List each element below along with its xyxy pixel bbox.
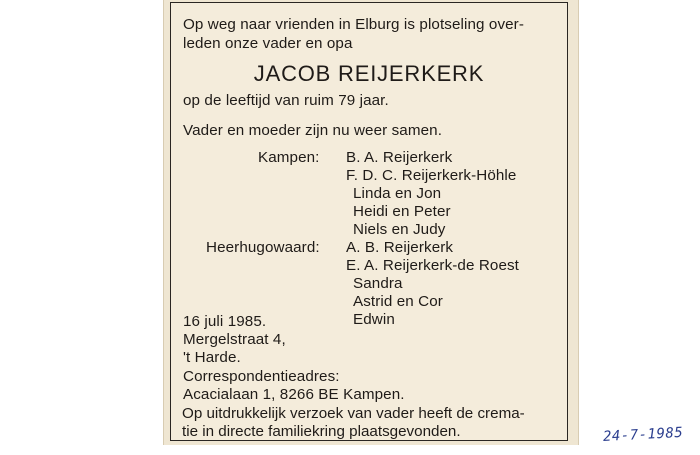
closing-line-2: tie in directe familiekring plaatsgevonden.: [182, 423, 461, 440]
family-member: Linda en Jon: [353, 185, 442, 202]
together-line: Vader en moeder zijn nu weer samen.: [183, 122, 443, 139]
obituary-notice: [170, 2, 568, 441]
family-member: Astrid en Cor: [353, 293, 443, 310]
family-member: Sandra: [353, 275, 403, 292]
family-place-kampen: Kampen:: [258, 149, 320, 166]
family-member: A. B. Reijerkerk: [346, 239, 454, 256]
address-town: 't Harde.: [183, 349, 241, 366]
correspondence-address: Acacialaan 1, 8266 BE Kampen.: [183, 386, 405, 403]
family-member: E. A. Reijerkerk-de Roest: [346, 257, 520, 274]
family-member: Edwin: [353, 311, 395, 328]
closing-line-1: Op uitdrukkelijk verzoek van vader heeft de crema-: [182, 405, 525, 422]
family-place-heerhugowaard: Heerhugowaard:: [206, 239, 320, 256]
age-line: op de leeftijd van ruim 79 jaar.: [183, 92, 389, 109]
handwritten-date: 24-7-1985: [602, 424, 684, 445]
intro-line-1: Op weg naar vrienden in Elburg is plotseling over-: [183, 16, 524, 33]
date-line: 16 juli 1985.: [183, 313, 267, 330]
correspondence-label: Correspondentieadres:: [183, 368, 340, 385]
family-member: F. D. C. Reijerkerk-Höhle: [346, 167, 517, 184]
family-member: Niels en Judy: [353, 221, 446, 238]
family-member: B. A. Reijerkerk: [346, 149, 453, 166]
deceased-name: JACOB REIJERKERK: [253, 61, 485, 86]
address-street: Mergelstraat 4,: [183, 331, 286, 348]
intro-line-2: leden onze vader en opa: [183, 35, 353, 52]
family-member: Heidi en Peter: [353, 203, 451, 220]
